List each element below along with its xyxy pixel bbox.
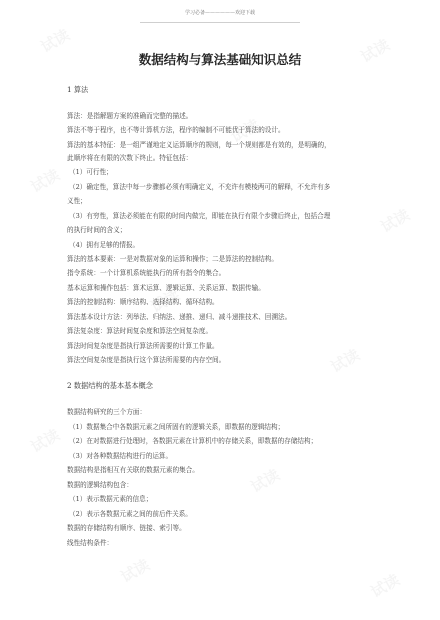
body-line: 线性结构条件： — [67, 539, 114, 547]
body-line: 的执行时间的含义； — [67, 226, 127, 234]
body-line: 此顺序将在有限的次数下终止。特征包括： — [67, 154, 193, 162]
list-item: （1）数据集合中各数据元素之间所固有的逻辑关系，即数据的逻辑结构； — [69, 423, 285, 431]
list-item: （3）有穷性，算法必须能在有限的时间内做完，即能在执行有限个步骤后终止，包括合理 — [69, 212, 331, 220]
list-item: （2）确定性，算法中每一步骤都必须有明确定义，不充许有模棱两可的解释，不允许有多 — [69, 183, 331, 191]
body-line: 数据结构研究的三个方面： — [67, 408, 147, 416]
list-item: （1）可行性； — [69, 168, 113, 176]
body-line: 指令系统：一个计算机系统能执行的所有指令的集合。 — [67, 269, 226, 277]
list-item: （3）对各种数据结构进行的运算。 — [69, 452, 173, 460]
watermark — [367, 569, 403, 602]
body-line: 算法复杂度：算法时间复杂度和算法空间复杂度。 — [67, 327, 213, 335]
header-strip: 学习必备——————欢迎下载 — [184, 10, 255, 16]
section-heading: 1 算法 — [67, 85, 89, 94]
list-item: （2）在对数据进行处理时，各数据元素在计算机中的存储关系，即数据的存储结构； — [69, 437, 318, 445]
watermark — [377, 204, 413, 237]
body-line: 算法时间复杂度是指执行算法所需要的计算工作量。 — [67, 342, 219, 350]
body-line: 数据的逻辑结构包含： — [67, 481, 133, 489]
watermark — [27, 424, 63, 457]
list-item: （1）表示数据元素的信息； — [69, 495, 153, 503]
watermark — [117, 554, 153, 587]
body-line: 算法的控制结构：顺序结构、选择结构、循环结构。 — [67, 298, 219, 306]
list-item: （4）拥有足够的情报。 — [69, 241, 140, 249]
header-divider — [140, 22, 300, 23]
body-line: 算法空间复杂度是指执行这个算法所需要的内存空间。 — [67, 356, 226, 364]
body-line: 基本运算和操作包括：算术运算、逻辑运算、关系运算、数据传输。 — [67, 284, 265, 292]
document-title: 数据结构与算法基础知识总结 — [138, 52, 302, 67]
body-line: 数据结构是指相互有关联的数据元素的集合。 — [67, 466, 199, 474]
list-item: （2）表示各数据元素之间的前后件关系。 — [69, 510, 192, 518]
body-line: 算法：是指解题方案的准确而完整的描述。 — [67, 112, 193, 120]
watermark — [247, 464, 283, 497]
body-line: 数据的存储结构有顺序、链接、索引等。 — [67, 524, 186, 532]
body-line: 算法不等于程序，也不等计算机方法，程序的编制不可能优于算法的设计。 — [67, 126, 285, 134]
body-line: 算法基本设计方法：列举法、归纳法、递推、递归、减斗递推技术、回溯法。 — [67, 313, 292, 321]
body-line: 算法的基本特征：是一组严谨地定义运算顺序的规则，每一个规则都是有效的，是明确的， — [67, 141, 331, 149]
watermark — [27, 164, 63, 197]
section-heading: 2 数据结构的基本基本概念 — [67, 381, 153, 390]
body-line: 算法的基本要素：一是对数据对象的运算和操作；二是算法的控制结构。 — [67, 255, 278, 263]
watermark — [327, 344, 363, 377]
body-line: 义性； — [67, 197, 87, 205]
